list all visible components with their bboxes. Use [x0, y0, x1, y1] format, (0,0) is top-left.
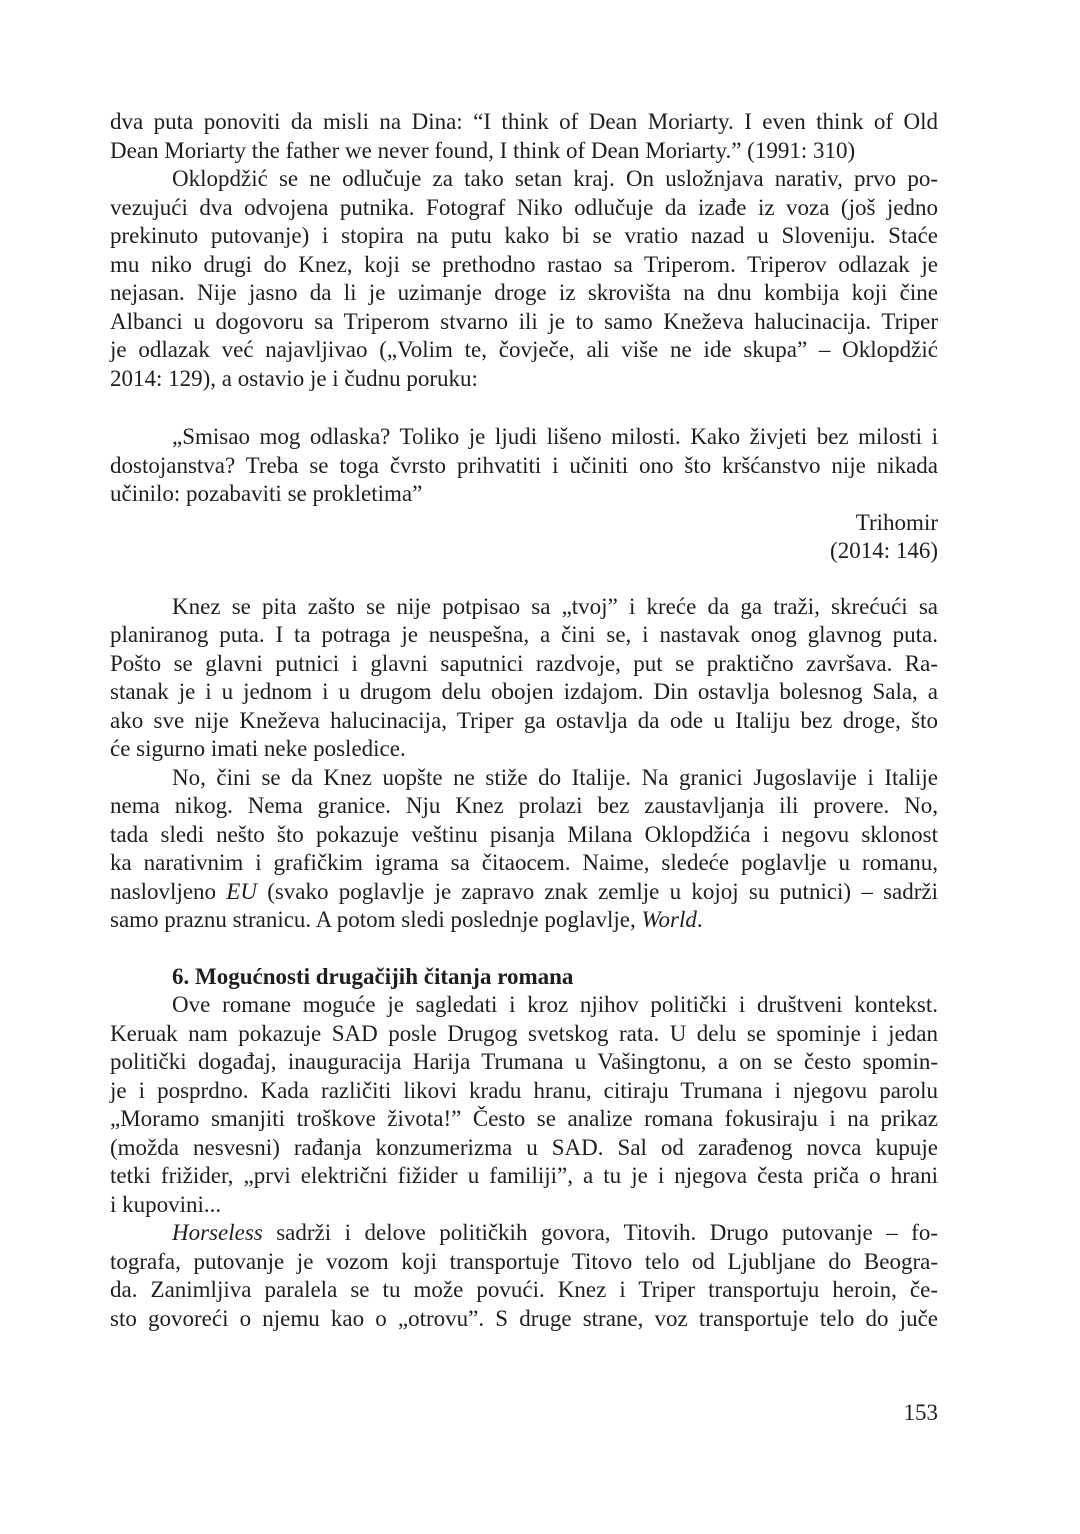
text-line [110, 878, 938, 907]
text-line: sto govoreći o njemu kao o „otrovu”. S druge strane, voz transportuje telo do juče [110, 1305, 938, 1331]
page-number: 153 [903, 1400, 938, 1425]
text-line: prekinuto putovanje) i stopira na putu kako bi se vratio nazad u Sloveniju. Staće [110, 223, 938, 248]
chapter-title-eu: EU [226, 878, 257, 904]
text-line: mu niko drugi do Knez, koji se prethodno rastao sa Triperom. Triperov odlazak je [110, 251, 938, 277]
text-line: nejasan. Nije jasno da li je uzimanje droge iz skrovišta na dnu kombija koji čine [110, 280, 938, 305]
quote-line: „Smisao mog odlaska? Toliko je ljudi lišeno milosti. Kako živjeti bez milosti i [172, 424, 938, 449]
text-line: tetki frižider, „prvi električni fižider u familiji”, a tu je i njegova česta priča o hrani [110, 1163, 938, 1188]
text-span: . [696, 907, 703, 932]
paragraph-3 [110, 593, 938, 764]
text-span: sadrži i delove političkih govora, Titovih. Drugo putovanje – fo- [262, 1220, 938, 1245]
paragraph-5 [110, 991, 938, 1219]
text-line: politički događaj, inauguracija Harija Trumana u Vašingtonu, a on se često spomin- [110, 1049, 938, 1074]
text-line: planiranog puta. I ta potraga je neuspešna, a čini se, i nastavak onog glavnog puta. [110, 622, 938, 647]
text-line: Pošto se glavni putnici i glavni saputnici razdvoje, put se praktično završava. Ra- [110, 650, 938, 676]
text-line: 2014: 129), a ostavio je i čudnu poruku: [110, 365, 478, 391]
text-line: dva puta ponoviti da misli na Dina: “I think of Dean Moriarty. I even think of Old [110, 109, 938, 134]
block-quote [110, 423, 938, 566]
text-line: Oklopdžić se ne odlučuje za tako setan kraj. On usložnjava narativ, prvo po- [172, 166, 938, 191]
text-line: će sigurno imati neke posledice. [110, 736, 406, 761]
text-line: da. Zanimljiva paralela se tu može povući. Knez i Triper transportuju heroin, če- [110, 1277, 938, 1302]
text-line: Knez se pita zašto se nije potpisao sa „tvoj” i kreće da ga traži, skrećući sa [172, 593, 938, 619]
text-line [110, 1219, 938, 1248]
text-line: vezujući dva odvojena putnika. Fotograf Niko odlučuje da izađe iz voza (još jedno [110, 194, 938, 220]
book-title-horseless: Horseless [172, 1220, 263, 1245]
text-line: ako sve nije Kneževa halucinacija, Triper ga ostavlja da ode u Italiju bez droge, što [110, 707, 938, 733]
quote-citation: (2014: 146) [830, 538, 938, 563]
text-line: Ove romane moguće je sagledati i kroz njihov politički i društveni kontekst. [172, 992, 938, 1017]
text-line: ka narativnim i grafičkim igrama sa čitaocem. Naime, sledeće poglavlje u romanu, [110, 850, 938, 875]
text-line: je odlazak već najavljivao („Volim te, čovječe, ali više ne ide skupa” – Oklopdžić [110, 337, 938, 362]
text-line: No, čini se da Knez uopšte ne stiže do Italije. Na granici Jugoslavije i Italije [172, 764, 938, 790]
paragraph-2 [110, 165, 938, 393]
text-line: Albanci u dogovoru sa Triperom stvarno ili je to samo Kneževa halucinacija. Triper [110, 308, 938, 334]
text-line: Dean Moriarty the father we never found, I think of Dean Moriarty.” (1991: 310) [110, 137, 856, 163]
text-line: i kupovini... [110, 1191, 222, 1217]
section-heading: 6. Mogućnosti drugačijih čitanja romana [172, 963, 574, 989]
text-line [110, 906, 938, 935]
paragraph-4 [110, 764, 938, 935]
text-line: tada sledi nešto što pokazuje veštinu pisanja Milana Oklopdžića i negovu sklonost [110, 821, 938, 847]
text-line: „Moramo smanjiti troškove života!” Često se analize romana fokusiraju i na prikaz [110, 1106, 938, 1131]
text-line: nema nikog. Nema granice. Nju Knez prolazi bez zaustavljanja ili provere. No, [110, 793, 938, 818]
page-body [110, 108, 938, 1333]
text-line: (možda nesvesni) rađanja konzumerizma u SAD. Sal od zarađenog novca kupuje [110, 1134, 938, 1160]
text-line: tografa, putovanje je vozom koji transportuje Titovo telo od Ljubljane do Beogra- [110, 1248, 938, 1274]
paragraph-1 [110, 108, 938, 165]
text-line: stanak je i u jednom i u drugom delu obojen izdajom. Din ostavlja bolesnog Sala, a [110, 679, 938, 704]
chapter-title-world: World [641, 907, 697, 932]
text-span: samo praznu stranicu. A potom sledi poslednje poglavlje, [110, 907, 642, 932]
text-span: (svako poglavlje je zapravo znak zemlje u kojoj su putnici) – sadrži [256, 878, 938, 904]
quote-line: dostojanstva? Treba se toga čvrsto prihvatiti i učiniti ono što kršćanstvo nije nikada [110, 452, 938, 478]
text-span: naslovljeno [110, 878, 227, 904]
paragraph-6 [110, 1219, 938, 1333]
text-line: je i posprdno. Kada različiti likovi kradu hranu, citiraju Trumana i njegovu parolu [110, 1077, 938, 1103]
quote-attribution: Trihomir [855, 509, 938, 535]
quote-line: učinilo: pozabaviti se prokletima” [110, 481, 423, 506]
text-line: Keruak nam pokazuje SAD posle Drugog svetskog rata. U delu se spominje i jedan [110, 1020, 938, 1046]
